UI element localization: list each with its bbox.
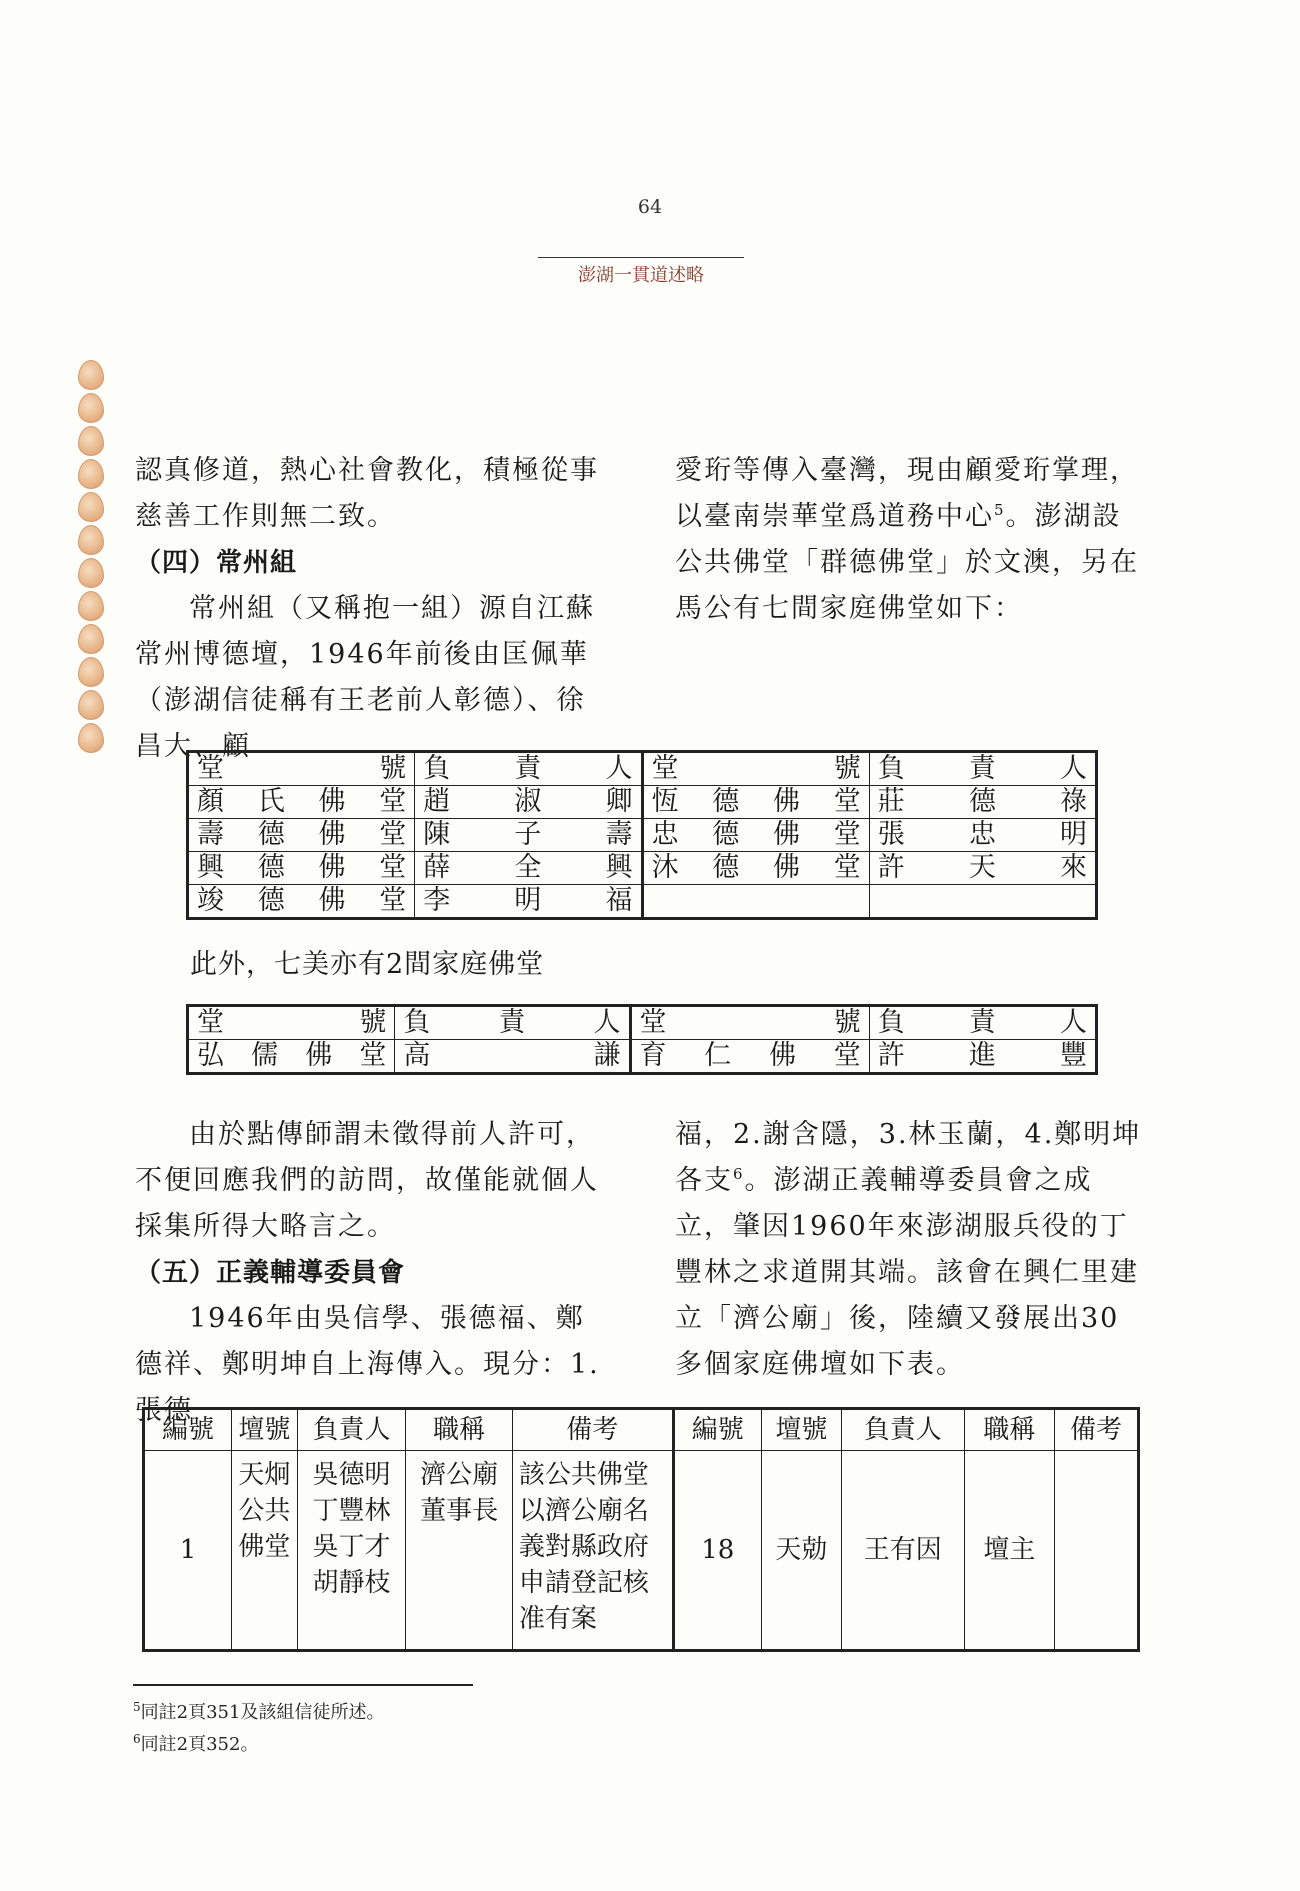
footnote-ref: 6 (733, 1165, 745, 1183)
section-heading-5: （五）正義輔導委員會 (135, 1258, 406, 1288)
ornament-strip (76, 360, 106, 770)
header-cell: 職稱 (964, 1409, 1054, 1451)
paragraph: 認真修道，熱心社會教化，積極從事慈善工作則無二致。 (135, 455, 599, 532)
table-cell: 顏氏佛堂 (188, 786, 415, 819)
header-cell: 編號 (673, 1409, 761, 1451)
table-cell: 忠德佛堂 (642, 819, 869, 852)
table-cell: 壇主 (964, 1451, 1054, 1651)
table-cell: 張忠明 (869, 819, 1096, 852)
paragraph: 福，2.謝含隱，3.林玉蘭，4.鄭明坤各支$^6$。澎湖正義輔導委員會之成立，肇因1960年來澎湖服兵役的丁豐林之求道開其端。該會在興仁里建立「濟公廟」後，陸續又發展出30多個家庭佛壇如下表。 (675, 1119, 1142, 1380)
table-cell: 恆德佛堂 (642, 786, 869, 819)
table-cell: 壽德佛堂 (188, 819, 415, 852)
altar-list-table (142, 1407, 1140, 1652)
header-cell: 負 責 人 (395, 1006, 630, 1040)
table-cell: 1 (144, 1451, 232, 1651)
header-cell: 堂 號 (642, 752, 869, 786)
footnote-rule (133, 1684, 473, 1686)
table-cell: 許進豐 (869, 1040, 1096, 1074)
header-cell: 壇號 (761, 1409, 841, 1451)
ornament-flower-icon (78, 558, 104, 588)
header-cell: 負責人 (841, 1409, 964, 1451)
paragraph: 愛珩等傳入臺灣，現由顧愛珩掌理，以臺南崇華堂爲道務中心$^5$。澎湖設公共佛堂「群德佛堂」於文澳，另在馬公有七間家庭佛堂如下： (675, 455, 1139, 624)
ornament-flower-icon (78, 459, 104, 489)
table-cell: 沐德佛堂 (642, 852, 869, 885)
header-cell: 堂 號 (188, 1006, 395, 1040)
header-cell: 負 責 人 (415, 752, 642, 786)
table-cell: 薛全興 (415, 852, 642, 885)
table-cell (1054, 1451, 1138, 1651)
table-cell: 李明福 (415, 885, 642, 919)
header-cell: 備考 (512, 1409, 673, 1451)
ornament-flower-icon (78, 525, 104, 555)
table-cell: 王有因 (841, 1451, 964, 1651)
table-header-row (188, 1006, 1097, 1040)
table-cell: 興德佛堂 (188, 852, 415, 885)
household-altar-table-magong (186, 750, 1098, 920)
ornament-flower-icon (78, 624, 104, 654)
table-cell: 天炯 公共 佛堂 (232, 1451, 298, 1651)
footnote-ref: 5 (994, 501, 1006, 519)
header-cell: 負 責 人 (869, 752, 1096, 786)
header-cell: 備考 (1054, 1409, 1138, 1451)
paragraph: 1946年由吳信學、張德福、鄭德祥、鄭明坤自上海傳入。現分：1.張德 (135, 1303, 600, 1426)
table-cell: 天勀 (761, 1451, 841, 1651)
left-column-upper (135, 448, 605, 770)
table-cell: 吳德明 丁豐林 吳丁才 胡靜枝 (297, 1451, 406, 1651)
right-column-lower (675, 1112, 1145, 1388)
ornament-flower-icon (78, 360, 104, 390)
household-altar-table-qimei (186, 1004, 1098, 1075)
table-row (188, 786, 1097, 819)
header-cell: 職稱 (406, 1409, 513, 1451)
paragraph: 由於點傳師謂未徵得前人許可，不便回應我們的訪問，故僅能就個人採集所得大略言之。 (135, 1119, 599, 1242)
header-cell: 負 責 人 (869, 1006, 1096, 1040)
table-cell: 弘儒佛堂 (188, 1040, 395, 1074)
paragraph: 常州組（又稱抱一組）源自江蘇常州博德壇，1946年前後由匡佩華（澎湖信徒稱有王老前人彰德）、徐昌大、顧 (135, 593, 595, 762)
table-cell (869, 885, 1096, 919)
header-cell: 堂 號 (630, 1006, 869, 1040)
table-cell: 莊德祿 (869, 786, 1096, 819)
table-cell: 育仁佛堂 (630, 1040, 869, 1074)
table-cell: 該公共佛堂 以濟公廟名 義對縣政府 申請登記核 准有案 (512, 1451, 673, 1651)
ornament-flower-icon (78, 393, 104, 423)
table-cell: 18 (673, 1451, 761, 1651)
ornament-flower-icon (78, 723, 104, 753)
ornament-flower-icon (78, 690, 104, 720)
footnote-5: $^5$同註2頁351及該組信徒所述。 (133, 1700, 385, 1723)
table-cell: 竣德佛堂 (188, 885, 415, 919)
ornament-flower-icon (78, 492, 104, 522)
header-cell: 壇號 (232, 1409, 298, 1451)
table-cell: 趙淑卿 (415, 786, 642, 819)
table-header-row (188, 752, 1097, 786)
table-cell: 高 謙 (395, 1040, 630, 1074)
header-cell: 編號 (144, 1409, 232, 1451)
table-cell (642, 885, 869, 919)
table-row (188, 819, 1097, 852)
left-column-lower (135, 1112, 605, 1434)
ornament-flower-icon (78, 657, 104, 687)
table-row (188, 1040, 1097, 1074)
page-number: 64 (637, 196, 663, 218)
header-cell: 堂 號 (188, 752, 415, 786)
header-cell: 負責人 (297, 1409, 406, 1451)
section-heading-4: （四）常州組 (135, 548, 298, 578)
table-caption: 此外，七美亦有2間家庭佛堂 (190, 949, 545, 980)
table-cell: 濟公廟 董事長 (406, 1451, 513, 1651)
running-title-rule (538, 257, 744, 258)
ornament-flower-icon (78, 426, 104, 456)
table-row (188, 885, 1097, 919)
ornament-flower-icon (78, 591, 104, 621)
table-cell: 陳子壽 (415, 819, 642, 852)
footnote-6: $^6$同註2頁352。 (133, 1732, 259, 1755)
right-column-upper (675, 448, 1145, 632)
table-header-row (144, 1409, 1139, 1451)
table-row (188, 852, 1097, 885)
table-cell: 許天來 (869, 852, 1096, 885)
table-row (144, 1451, 1139, 1651)
running-title: 澎湖一貫道述略 (578, 265, 704, 286)
